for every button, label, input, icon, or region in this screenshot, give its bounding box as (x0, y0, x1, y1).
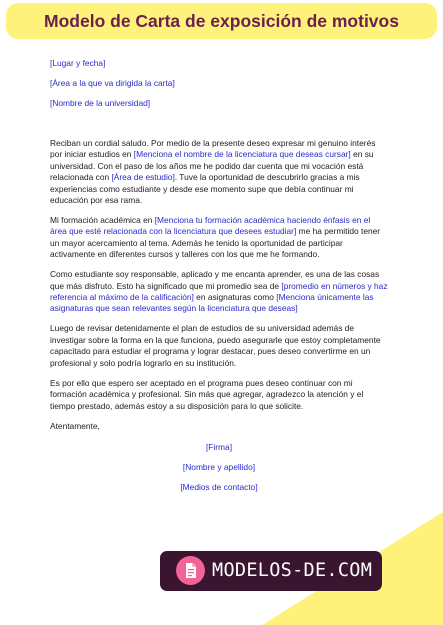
paragraph-text: Reciban un cordial saludo. Por medio de la presente deseo expresar mi genuino interés por iniciar estudios en (50, 138, 376, 160)
letter-body (50, 138, 388, 441)
paragraph-text: . Tuve la oportunidad de descubrirlo gracias a mis experiencias como estudiante y desde ese momento supe que debía continuar mi educación por esa rama. (50, 172, 360, 206)
placeholder-text: [Menciona únicamente las asignaturas que sean relevantes según la licenciatura que deseas] (50, 292, 374, 314)
paragraph-text: en asignaturas como (193, 292, 277, 303)
placeholder-text: [promedio en números y haz referencia al máximo de la calificación] (50, 280, 388, 303)
letter-paragraph (50, 138, 388, 206)
contact-info-placeholder: [Medios de contacto] (180, 482, 258, 492)
university-name-placeholder: [Nombre de la universidad] (50, 98, 151, 108)
letter-paragraph (50, 323, 388, 369)
brand-logo-text: MODELOS-DE.COM (212, 560, 373, 581)
placeholder-text: [Menciona el nombre de la licenciatura que deseas cursar] (133, 149, 351, 160)
full-name-placeholder: [Nombre y apellido] (182, 462, 256, 472)
placeholder-text: [Área de estudio] (111, 172, 175, 183)
recipient-area-placeholder: [Área a la que va dirigida la carta] (50, 78, 175, 88)
place-date-placeholder: [Lugar y fecha] (50, 58, 106, 68)
paragraph-text: Luego de revisar detenidamente el plan de estudios de su universidad además de investigar sobre la forma en la que funciona, puedo asegurarle que estoy completamente capacitado para estudiar el programa y lograr destacar, pues deseo convertirme en un profesional y solo podría lograrlo en su institución. (50, 323, 381, 368)
paragraph-text: me ha permitido tener un mayor acercamiento al tema. Además he tenido la oportunidad de participar activamente en diferentes cursos y talleres con los que me he formando. (50, 226, 381, 260)
letter-paragraph (50, 215, 388, 261)
placeholder-text: [Menciona tu formación académica haciendo énfasis en el área que esté relacionada con la licenciatura que desees estudiar] (50, 215, 371, 237)
letter-paragraph (50, 378, 388, 412)
paragraph-text: Mi formación académica en (50, 215, 155, 226)
paragraph-text: Como estudiante soy responsable, aplicado y me encanta aprender, es una de las cosas que más disfruto. Esto ha significado que mi promedio sea de (50, 269, 380, 291)
paragraph-text: Es por ello que espero ser aceptado en el programa pues deseo continuar con mi formación académica y profesional. Sin más que agregar, agradezco la atención y el tiempo prestado, además estoy a su disposición para lo que solicite. (50, 377, 364, 411)
paragraph-text: Atentamente, (50, 420, 100, 431)
document-title: Modelo de Carta de exposición de motivos (44, 11, 399, 31)
letter-paragraph (50, 421, 388, 432)
document-icon (176, 556, 205, 585)
letter-paragraph (50, 269, 388, 315)
paragraph-text: en su universidad. Con el paso de los años me he podido dar cuenta que mi vocación está relacionada con (50, 149, 374, 183)
signature-placeholder: [Firma] (205, 442, 233, 452)
